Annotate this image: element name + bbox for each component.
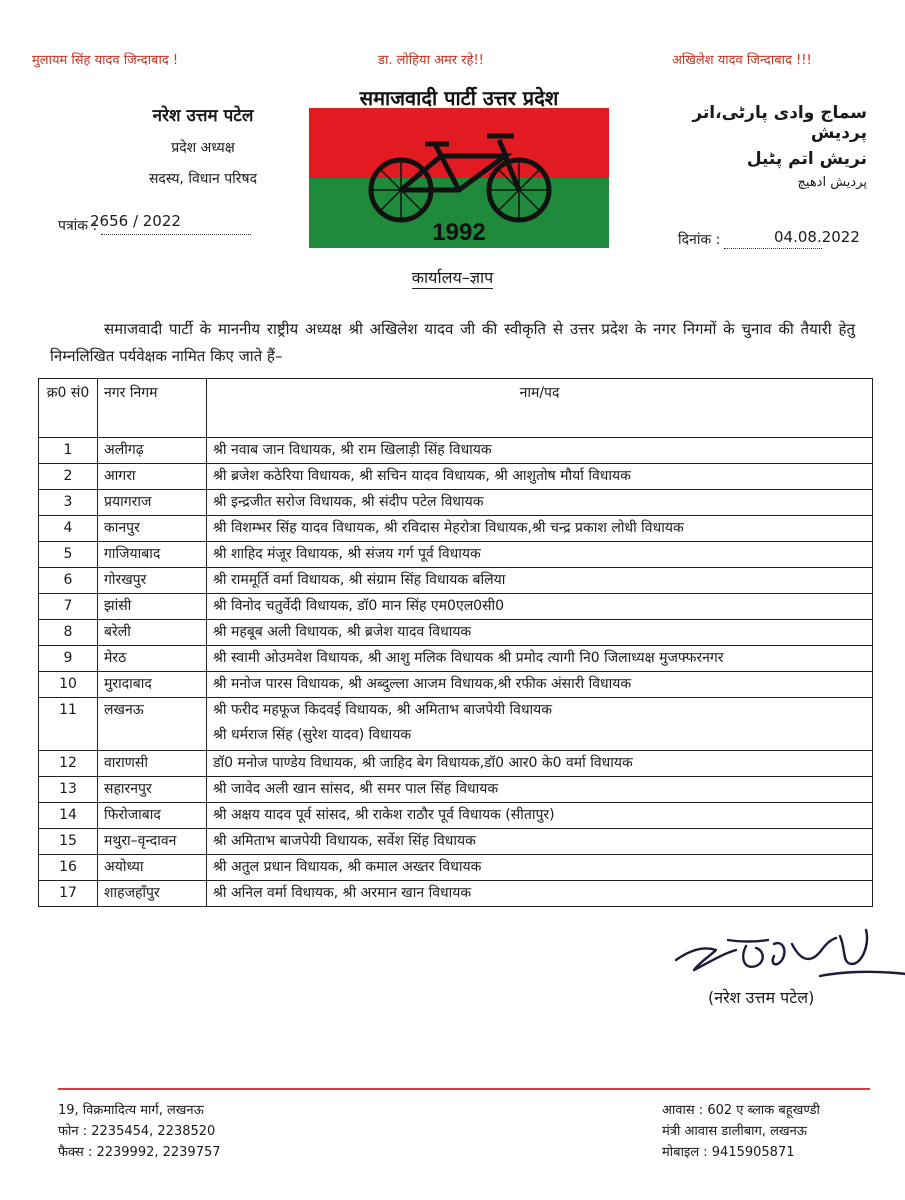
- reference-value: 2656 / 2022: [90, 212, 181, 230]
- urdu-line-1: سماج وادی پارٹی،اتر پردیش: [692, 103, 867, 143]
- signatory-name: (नरेश उत्तम पटेल): [708, 988, 815, 1007]
- table-row: 6 गोरखपुर श्री राममूर्ति वर्मा विधायक, श्री संग्राम सिंह विधायक बलिया: [39, 568, 873, 594]
- date-value: 04.08.2022: [774, 228, 860, 246]
- header-corporation: नगर निगम: [98, 379, 207, 438]
- intro-paragraph: समाजवादी पार्टी के माननीय राष्ट्रीय अध्यक्ष श्री अखिलेश यादव जी की स्वीकृति से उत्तर प्रदेश के नगर निगमों के चुनाव की तैयारी हेतु निम्नलिखित पर्यवेक्षक नामित किए जाते हैं–: [50, 320, 855, 365]
- logo-year: 1992: [432, 219, 486, 246]
- date-label: दिनांक :: [678, 232, 721, 248]
- table-row: 7 झांसी श्री विनोद चतुर्वेदी विधायक, डॉ0 मान सिंह एम0एल0सी0: [39, 594, 873, 620]
- footer-residence: [662, 1100, 820, 1163]
- sender-block: [88, 103, 318, 188]
- document-date: [678, 228, 860, 249]
- table-row: 12 वाराणसी डॉ0 मनोज पाण्डेय विधायक, श्री जाहिद बेग विधायक,डॉ0 आर0 के0 वर्मा विधायक: [39, 751, 873, 777]
- sender-membership: सदस्य, विधान परिषद: [148, 171, 258, 187]
- header-names: नाम/पद: [207, 379, 873, 438]
- table-row: 3 प्रयागराज श्री इन्द्रजीत सरोज विधायक, श्री संदीप पटेल विधायक: [39, 490, 873, 516]
- table-row: 10 मुरादाबाद श्री मनोज पारस विधायक, श्री अब्दुल्ला आजम विधायक,श्री रफीक अंसारी विधायक: [39, 672, 873, 698]
- reference-label: पत्रांक :: [58, 218, 98, 234]
- footer-divider: [58, 1088, 870, 1090]
- footer-residence-line2: मंत्री आवास डालीबाग, लखनऊ: [662, 1124, 807, 1139]
- table-row: 9 मेरठ श्री स्वामी ओउमवेश विधायक, श्री आशु मलिक विधायक श्री प्रमोद त्यागी नि0 जिलाध्यक्ष मुजफ्फरनगर: [39, 646, 873, 672]
- slogan-middle: डा. लोहिया अमर रहे!!: [378, 53, 484, 68]
- footer-residence-line1: आवास : 602 ए ब्लाक बहूखण्डी: [662, 1103, 820, 1118]
- footer-fax: फैक्स : 2239992, 2239757: [58, 1145, 221, 1160]
- logo-title: समाजवादी पार्टी उत्तर प्रदेश: [359, 86, 559, 110]
- table-row: 2 आगरा श्री ब्रजेश कठेरिया विधायक, श्री सचिन यादव विधायक, श्री आशुतोष मौर्या विधायक: [39, 464, 873, 490]
- table-row: 14 फिरोजाबाद श्री अक्षय यादव पूर्व सांसद, श्री राकेश राठौर पूर्व विधायक (सीतापुर): [39, 803, 873, 829]
- table-row: 15 मथुरा–वृन्दावन श्री अमिताभ बाजपेयी विधायक, सर्वेश सिंह विधायक: [39, 829, 873, 855]
- observers-table: [38, 378, 873, 907]
- table-header-row: [39, 379, 873, 438]
- slogan-left: मुलायम सिंह यादव जिन्दाबाद !: [32, 53, 179, 68]
- table-row: 5 गाजियाबाद श्री शाहिद मंजूर विधायक, श्री संजय गर्ग पूर्व विधायक: [39, 542, 873, 568]
- memo-title: कार्यालय–ज्ञाप: [411, 268, 494, 287]
- sender-designation: प्रदेश अध्यक्ष: [171, 140, 235, 156]
- sender-name: नरेश उत्तम पटेल: [152, 106, 254, 126]
- table-row: 4 कानपुर श्री विशम्भर सिंह यादव विधायक, श्री रविदास मेहरोत्रा विधायक,श्री चन्द्र प्रकाश लोधी विधायक: [39, 516, 873, 542]
- urdu-line-2: نریش اتم پٹیل: [746, 149, 867, 169]
- table-row: 17 शाहजहाँपुर श्री अनिल वर्मा विधायक, श्री अरमान खान विधायक: [39, 881, 873, 907]
- urdu-line-3: پردیش ادھیچ: [797, 175, 867, 190]
- header-sn: क्र0 सं0: [39, 379, 98, 438]
- table-row: 1 अलीगढ़ श्री नवाब जान विधायक, श्री राम खिलाड़ी सिंह विधायक: [39, 438, 873, 464]
- table-row: 16 अयोध्या श्री अतुल प्रधान विधायक, श्री कमाल अख्तर विधायक: [39, 855, 873, 881]
- footer-phone: फोन : 2235454, 2238520: [58, 1124, 216, 1139]
- handwritten-signature: [670, 920, 905, 990]
- footer-mobile: मोबाइल : 9415905871: [662, 1145, 795, 1160]
- table-row: 13 सहारनपुर श्री जावेद अली खान सांसद, श्री समर पाल सिंह विधायक: [39, 777, 873, 803]
- footer-address: 19, विक्रमादित्य मार्ग, लखनऊ: [58, 1103, 204, 1118]
- table-row: 8 बरेली श्री महबूब अली विधायक, श्री ब्रजेश यादव विधायक: [39, 620, 873, 646]
- reference-number: [58, 212, 251, 235]
- footer-office-address: [58, 1100, 221, 1163]
- slogan-right: अखिलेश यादव जिन्दाबाद !!!: [672, 53, 812, 68]
- table-row: 11 लखनऊ श्री फरीद महफूज किदवई विधायक, श्री अमिताभ बाजपेयी विधायक श्री धर्मराज सिंह (सुरेश यादव) विधायक: [39, 698, 873, 751]
- urdu-header: [637, 103, 867, 190]
